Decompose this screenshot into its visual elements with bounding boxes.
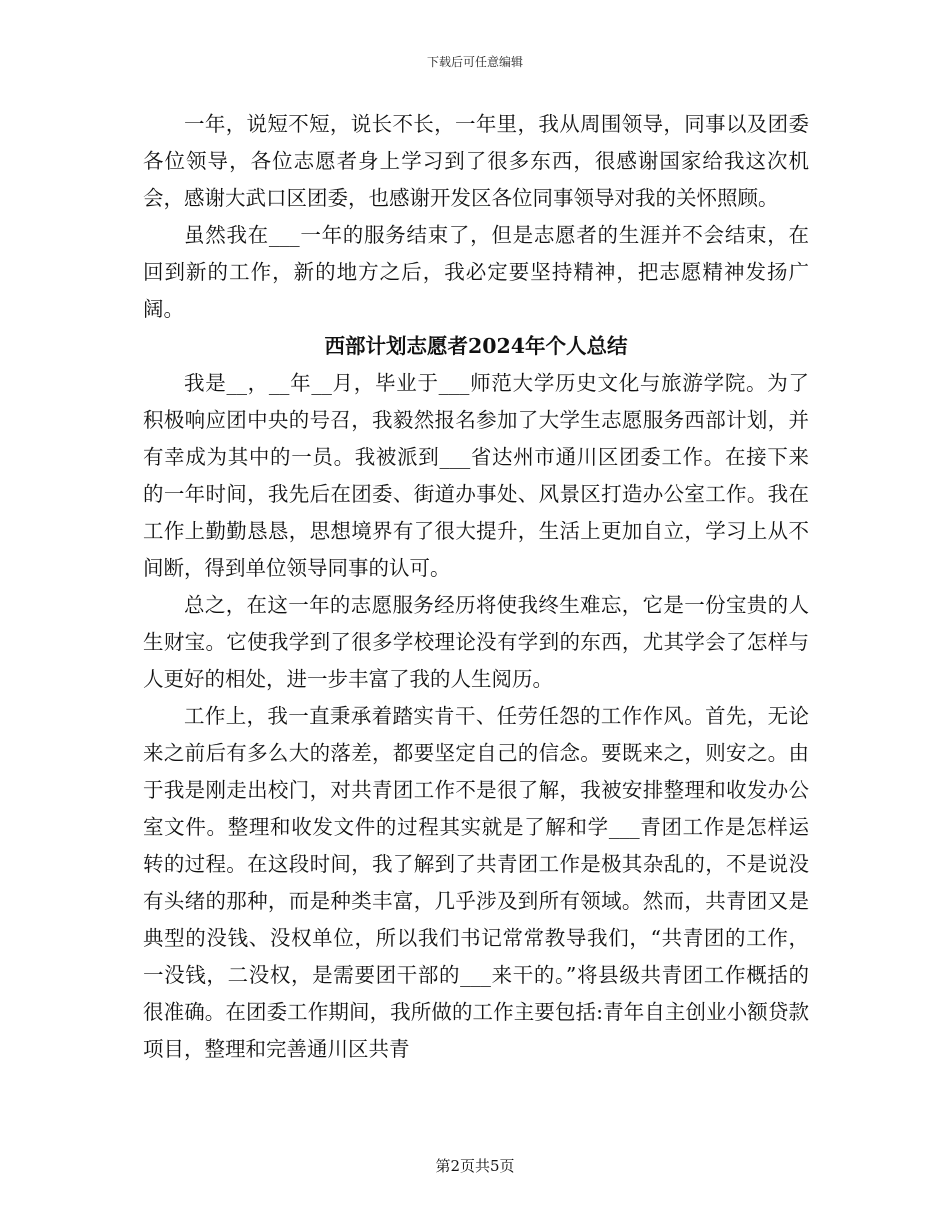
page-number-footer: 第2页共5页 bbox=[435, 1157, 515, 1175]
section-title: 西部计划志愿者2024年个人总结 bbox=[324, 334, 628, 358]
paragraph: 一年，说短不短，说长不长，一年里，我从周围领导，同事以及团委各位领导，各位志愿者身上学习到了很多东西，很感谢国家给我这次机会，感谢大武口区团委，也感谢开发区各位同事领导对我的关怀照顾。 bbox=[143, 112, 809, 210]
paragraph: 工作上，我一直秉承着踏实肯干、任劳任怨的工作作风。首先，无论来之前后有多么大的落差，都要坚定自己的信念。要既来之，则安之。由于我是刚走出校门，对共青团工作不是很了解，我被安排整理和收发办公室文件。整理和收发文件的过程其实就是了解和学___青团工作是怎样运转的过程。在这段时间，我了解到了共青团工作是极其杂乱的，不是说没有头绪的那种，而是种类丰富，几乎涉及到所有领域。然而，共青团又是典型的没钱、没权单位，所以我们书记常常教导我们，“共青团的工作，一没钱，二没权，是需要团干部的___来干的。”将县级共青团工作概括的很准确。在团委工作期间，我所做的工作主要包括:青年自主创业小额贷款项目，整理和完善通川区共青 bbox=[143, 704, 809, 1061]
page-header-note: 下载后可任意编辑 bbox=[426, 55, 523, 69]
paragraph: 虽然我在___一年的服务结束了，但是志愿者的生涯并不会结束，在回到新的工作，新的地方之后，我必定要坚持精神，把志愿精神发扬广阔。 bbox=[143, 223, 809, 321]
paragraph: 我是__，__年__月，毕业于___师范大学历史文化与旅游学院。为了积极响应团中央的号召，我毅然报名参加了大学生志愿服务西部计划，并有幸成为其中的一员。我被派到___省达州市通川区团委工作。在接下来的一年时间，我先后在团委、街道办事处、风景区打造办公室工作。我在工作上勤勤恳恳，思想境界有了很大提升，生活上更加自立，学习上从不间断，得到单位领导同事的认可。 bbox=[143, 371, 809, 580]
document-body bbox=[143, 106, 809, 1068]
paragraph: 总之，在这一年的志愿服务经历将使我终生难忘，它是一份宝贵的人生财宝。它使我学到了很多学校理论没有学到的东西，尤其学会了怎样与人更好的相处，进一步丰富了我的人生阅历。 bbox=[143, 593, 809, 691]
